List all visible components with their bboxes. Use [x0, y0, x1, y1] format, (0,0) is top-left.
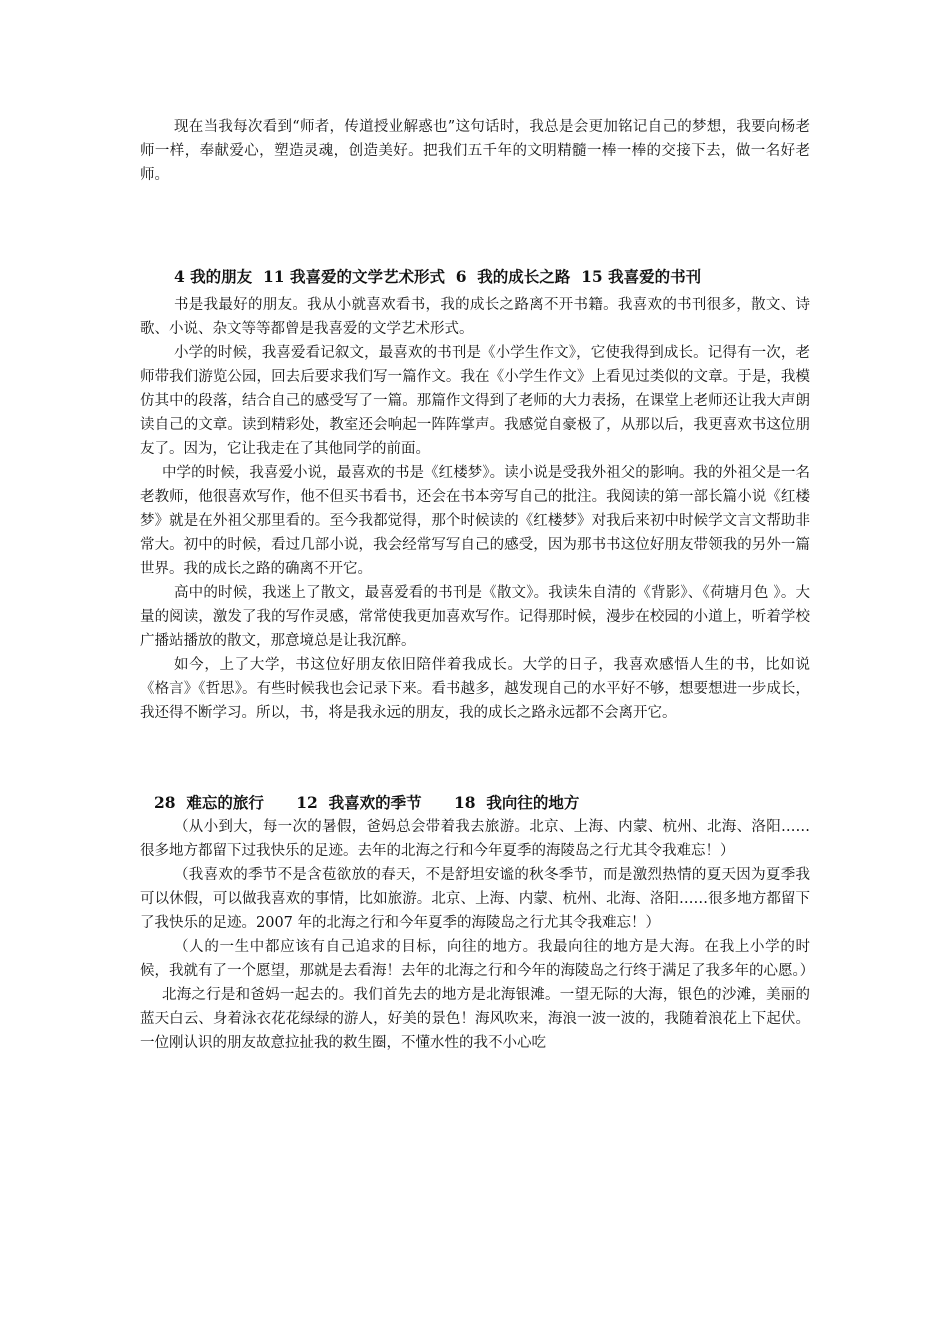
document-page [140, 115, 815, 1055]
paragraph: 中学的时候，我喜爱小说，最喜欢的书是《红楼梦》。读小说是受我外祖父的影响。我的外祖父是一名老教师，他很喜欢写作，他不但买书看书，还会在书本旁写自己的批注。我阅读的第一部长篇小说《红楼梦》就是在外祖父那里看的。至今我都觉得，那个时候读的《红楼梦》对我后来初中时候学文言文帮助非常大。初中的时候，看过几部小说，我会经常写写自己的感受，因为那书书这位好朋友带领我的另外一篇世界。我的成长之路的确离不开它。 [140, 465, 810, 577]
paragraph: （我喜欢的季节不是含苞欲放的春天，不是舒坦安谧的秋冬季节，而是激烈热情的夏天因为夏季我可以休假，可以做我喜欢的事情，比如旅游。北京、上海、内蒙、杭州、北海、洛阳……很多地方都留下了我快乐的足迹。2007 年的北海之行和今年夏季的海陵岛之行尤其令我难忘！） [140, 867, 810, 931]
intro-paragraph: 现在当我每次看到“师者，传道授业解惑也”这句话时，我总是会更加铭记自己的梦想，我要向杨老师一样，奉献爱心，塑造灵魂，创造美好。把我们五千年的文明精髓一棒一棒的交接下去，做一名好老师。 [140, 119, 810, 183]
paragraph: （从小到大，每一次的暑假，爸妈总会带着我去旅游。北京、上海、内蒙、杭州、北海、洛阳……很多地方都留下过我快乐的足迹。去年的北海之行和今年夏季的海陵岛之行尤其令我难忘！） [140, 819, 810, 859]
paragraph: 如今，上了大学，书这位好朋友依旧陪伴着我成长。大学的日子，我喜欢感悟人生的书，比如说《格言》《哲思》。有些时候我也会记录下来。看书越多，越发现自己的水平好不够，想要想进一步成长，我还得不断学习。所以，书，将是我永远的朋友，我的成长之路永远都不会离开它。 [140, 657, 810, 721]
paragraph: 小学的时候，我喜爱看记叙文，最喜欢的书刊是《小学生作文》，它使我得到成长。记得有一次，老师带我们游览公园，回去后要求我们写一篇作文。我在《小学生作文》上看见过类似的文章。于是，我模仿其中的段落，结合自己的感受写了一篇。那篇作文得到了老师的大力表扬，在课堂上老师还让我大声朗读自己的文章。读到精彩处，教室还会响起一阵阵掌声。我感觉自豪极了，从那以后，我更喜欢书这位朋友了。因为，它让我走在了其他同学的前面。 [140, 345, 810, 457]
paragraph: （人的一生中都应该有自己追求的目标，向往的地方。我最向往的地方是大海。在我上小学的时候，我就有了一个愿望，那就是去看海！去年的北海之行和今年的海陵岛之行终于满足了我多年的心愿。） [140, 939, 815, 979]
section-title-friend: 4 我的朋友 11 我喜爱的文学艺术形式 6 我的成长之路 15 我喜爱的书刊 [174, 267, 702, 286]
section-title-travel: 28 难忘的旅行 12 我喜欢的季节 18 我向往的地方 [154, 793, 580, 812]
paragraph: 书是我最好的朋友。我从小就喜欢看书，我的成长之路离不开书籍。我喜欢的书刊很多，散文、诗歌、小说、杂文等等都曾是我喜爱的文学艺术形式。 [140, 297, 810, 337]
paragraph: 高中的时候，我迷上了散文，最喜爱看的书刊是《散文》。我读朱自清的《背影》、《荷塘月色 》。大量的阅读，激发了我的写作灵感，常常使我更加喜欢写作。记得那时候，漫步在校园的小道上，听着学校广播站播放的散文，那意境总是让我沉醉。 [140, 585, 810, 649]
paragraph: 北海之行是和爸妈一起去的。我们首先去的地方是北海银滩。一望无际的大海，银色的沙滩，美丽的蓝天白云、身着泳衣花花绿绿的游人，好美的景色！海风吹来，海浪一波一波的，我随着浪花上下起伏。一位刚认识的朋友故意拉扯我的救生圈，不懂水性的我不小心吃 [140, 987, 810, 1051]
